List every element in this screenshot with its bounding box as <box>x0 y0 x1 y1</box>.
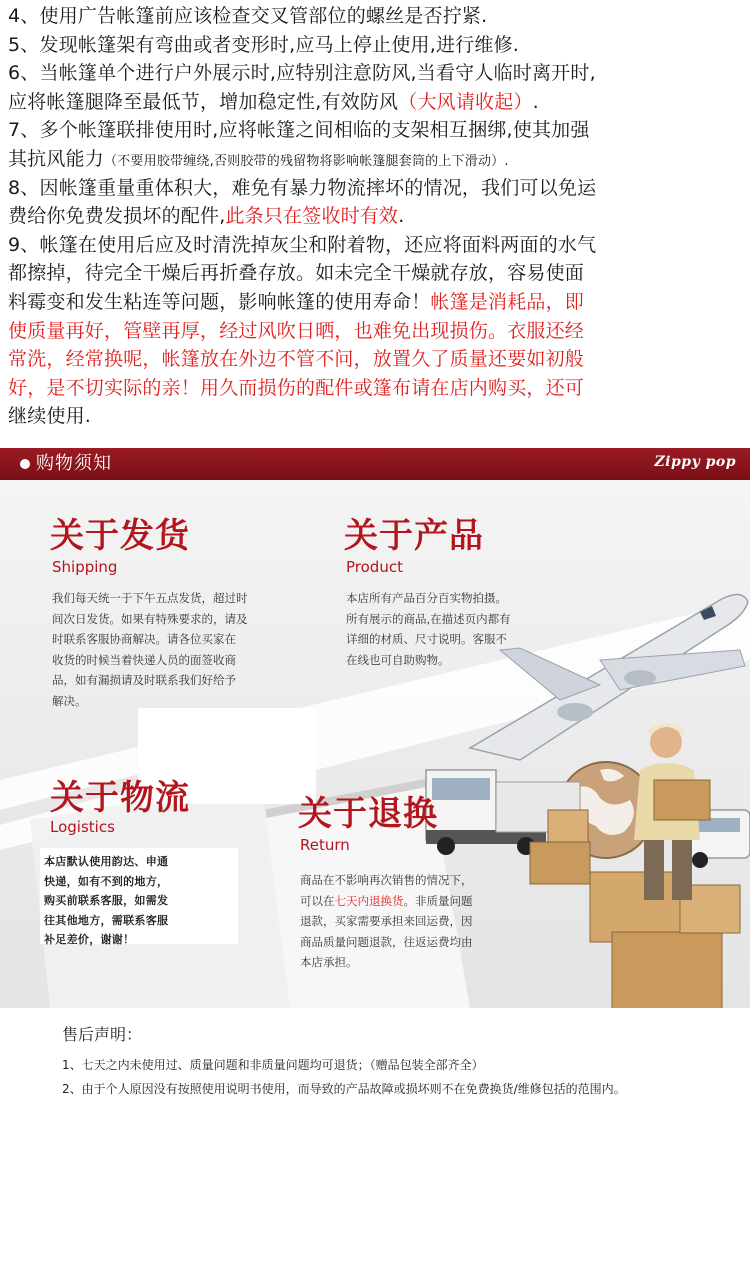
logistics-title: 关于物流 <box>50 778 190 818</box>
return-title: 关于退换 <box>298 794 438 834</box>
instruction-line <box>8 202 742 231</box>
instruction-line <box>8 174 742 203</box>
instruction-segment: （不要用胶带缠绕,否则胶带的残留物将影响帐篷腿套筒的上下滑动）. <box>104 153 509 169</box>
return-subtitle: Return <box>300 836 350 854</box>
instruction-segment: 5、发现帐篷架有弯曲或者变形时,应马上停止使用,进行维修. <box>8 33 520 56</box>
instruction-line <box>8 116 742 145</box>
logistics-line: 补足差价，谢谢！ <box>44 933 135 946</box>
return-line-prefix: 可以在 <box>300 893 335 908</box>
product-line: 详细的材质、尺寸说明。客服不 <box>346 632 507 646</box>
aftersale-item: 2、由于个人原因没有按照使用说明书使用，而导致的产品故障或损坏则不在免费换货/维修包括的范围内。 <box>62 1082 626 1096</box>
instruction-line <box>8 2 742 31</box>
instruction-line <box>8 374 742 403</box>
product-body <box>346 588 556 670</box>
shipping-title: 关于发货 <box>50 516 190 556</box>
instruction-segment: 继续使用. <box>8 405 92 428</box>
return-line: 商品质量问题退款，往返运费均由 <box>300 934 473 949</box>
logistics-subtitle: Logistics <box>50 818 115 836</box>
logistics-line: 购买前联系客服，如需发 <box>44 894 169 907</box>
instruction-segment: 7、多个帐篷联排使用时,应将帐篷之间相临的支架相互捆绑,使其加强 <box>8 119 590 142</box>
return-line-suffix: 。非质量问题 <box>403 893 473 908</box>
instruction-segment: 都擦掉，待完全干燥后再折叠存放。如未完全干燥就存放，容易使面 <box>8 262 585 285</box>
return-line <box>300 891 510 912</box>
logistics-line: 快递，如有不到的地方， <box>44 874 169 888</box>
logistics-line: 本店默认使用韵达、申通 <box>44 855 169 868</box>
instruction-line <box>8 31 742 60</box>
product-subtitle: Product <box>346 558 403 576</box>
instruction-line <box>8 317 742 346</box>
return-line: 退款，买家需要承担来回运费，因 <box>300 914 473 928</box>
return-body <box>300 870 510 973</box>
header-bar <box>0 448 750 480</box>
shipping-line: 我们每天统一于下午五点发货，超过时 <box>52 591 248 605</box>
instruction-segment: 使质量再好，管壁再厚，经过风吹日晒，也难免出现损伤。衣服还经 <box>8 319 585 342</box>
instruction-segment: 8、因帐篷重量重体积大，难免有暴力物流摔坏的情况，我们可以免运 <box>8 176 597 199</box>
product-title: 关于产品 <box>344 516 484 556</box>
shipping-line: 收货的时候当着快递人员的面签收商 <box>52 652 236 667</box>
return-highlight: 七天内退换货 <box>334 893 404 908</box>
instruction-line <box>8 345 742 374</box>
shipping-body <box>52 588 282 711</box>
instruction-segment: 4、使用广告帐篷前应该检查交叉管部位的螺丝是否拧紧. <box>8 5 488 27</box>
product-line: 所有展示的商品,在描述页内都有 <box>346 611 511 626</box>
instruction-segment: 6、当帐篷单个进行户外展示时,应特别注意防风,当看守人临时离开时, <box>8 62 596 85</box>
shipping-subtitle: Shipping <box>52 558 118 576</box>
instruction-segment: 料霉变和发生粘连等问题，影响帐篷的使用寿命！ <box>8 290 431 313</box>
shipping-line: 时联系客服协商解决。请各位买家在 <box>52 632 236 646</box>
shopping-notice-panel <box>0 448 750 1008</box>
logistics-line: 往其他地方，需联系客服 <box>44 913 169 927</box>
aftersale-title: 售后声明： <box>62 1025 143 1044</box>
instruction-segment: 帐篷是消耗品，即 <box>430 290 585 313</box>
instruction-segment: . <box>532 90 539 113</box>
instruction-line <box>8 145 742 174</box>
return-line: 本店承担。 <box>300 955 358 969</box>
brand-logo: Zippy pop <box>654 454 736 470</box>
delivery-man-icon <box>634 723 710 900</box>
shipping-line: 间次日发货。如果有特殊要求的，请及 <box>52 611 248 626</box>
instruction-line <box>8 231 742 260</box>
instruction-segment: 此条只在签收时有效 <box>225 205 399 228</box>
product-line: 在线也可自助购物。 <box>346 652 450 667</box>
logistics-body <box>44 852 234 950</box>
tent-usage-instructions <box>8 2 742 431</box>
instruction-segment: . <box>398 205 405 228</box>
aftersale-item: 1、七天之内未使用过、质量问题和非质量问题均可退货；（赠品包装全部齐全） <box>62 1058 484 1072</box>
instruction-line <box>8 402 742 431</box>
product-line: 本店所有产品百分百实物拍摄。 <box>346 591 507 605</box>
instruction-segment: 9、帐篷在使用后应及时清洗掉灰尘和附着物，还应将面料两面的水气 <box>8 233 597 256</box>
instruction-segment: 好，是不切实际的亲！用久而损伤的配件或篷布请在店内购买，还可 <box>8 376 585 399</box>
instruction-segment: 应将帐篷腿降至最低节，增加稳定性,有效防风 <box>8 90 399 113</box>
header-title: 购物须知 <box>36 453 112 474</box>
instruction-segment: 其抗风能力 <box>8 147 105 170</box>
instruction-line <box>8 59 742 88</box>
instruction-line <box>8 88 742 117</box>
instruction-segment: 费给你免费发损坏的配件, <box>8 205 226 228</box>
instruction-segment: 常洗，经常换呢，帐篷放在外边不管不问，放置久了质量还要如初般 <box>8 348 585 371</box>
instruction-segment: （大风请收起） <box>398 90 533 113</box>
instruction-line <box>8 259 742 288</box>
return-line: 商品在不影响再次销售的情况下， <box>300 873 473 887</box>
shipping-line: 解决。 <box>52 693 87 708</box>
bullet-icon <box>20 459 30 469</box>
shipping-line: 品，如有漏损请及时联系我们好给予 <box>52 673 236 687</box>
instruction-line <box>8 288 742 317</box>
